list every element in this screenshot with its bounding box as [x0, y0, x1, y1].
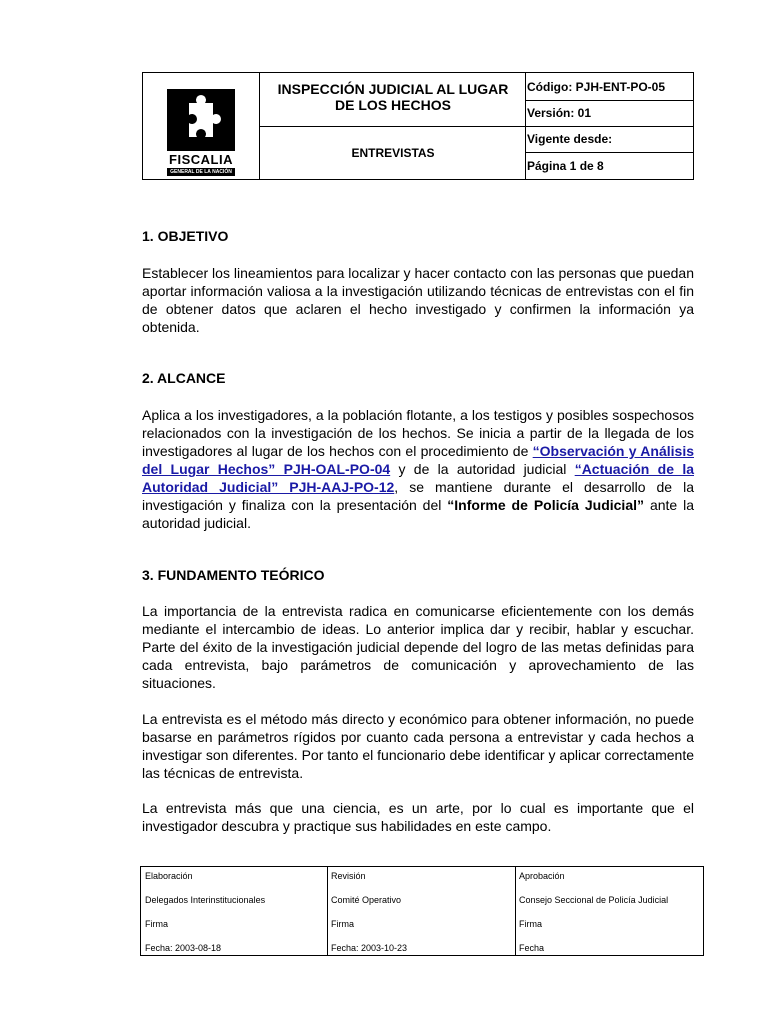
puzzle-piece-icon: [167, 89, 235, 151]
footer-fecha-aprobacion: Fecha: [519, 943, 545, 953]
fiscalia-logo: [143, 73, 259, 179]
vigente-desde: Vigente desde:: [527, 132, 613, 146]
footer-name-elaboracion: Delegados Interinstitucionales: [145, 895, 266, 905]
logo-subtext: GENERAL DE LA NACIÓN: [167, 168, 235, 176]
alcance-paragraph: Aplica a los investigadores, a la población flotante, a los testigos y posibles sospechosos relacionados con la investigación de los hechos. Se inicia a partir de la llegada de los investigadores al lugar de los hechos con el procedimiento de “Observación y Análisis del Lugar Hechos” PJH-OAL-PO-04 y de la autoridad judicial “Actuación de la Autoridad Judicial” PJH-AAJ-PO-12, se mantiene durante el desarrollo de la investigación y finaliza con la presentación del “Informe de Policía Judicial” ante la autoridad judicial.: [142, 407, 695, 531]
document-header-table: [142, 72, 694, 180]
logo-text: FISCALIA: [169, 152, 233, 167]
fundamento-paragraph-1: La importancia de la entrevista radica en comunicarse eficientemente con los demás mediante el intercambio de ideas. Lo anterior implica dar y recibir, hablar y escuchar. Parte del éxito de la investigación judicial depende del logro de las metas definidas para cada entrevista, bajo parámetros de comunicación y aprovechamiento de las situaciones.: [142, 603, 694, 691]
page-number: Página 1 de 8: [527, 159, 604, 173]
footer-label-revision: Revisión: [331, 871, 366, 881]
footer-name-aprobacion: Consejo Seccional de Policía Judicial: [519, 895, 669, 905]
approval-footer-table: [140, 866, 704, 956]
footer-label-aprobacion: Aprobación: [519, 871, 565, 881]
footer-fecha-revision: Fecha: 2003-10-23: [331, 943, 408, 953]
version: Versión: 01: [527, 106, 592, 120]
objetivo-paragraph: Establecer los lineamientos para localizar y hacer contacto con las personas que puedan aportar información valiosa a la investigación utilizando técnicas de entrevistas con el fin de obtener datos que aclaren el hecho investigado y confirmen la información ya obtenida.: [142, 265, 694, 335]
fundamento-paragraph-2: La entrevista es el método más directo y económico para obtener información, no puede basarse en parámetros rígidos por cuanto cada persona a entrevistar y cada hechos a investigar son diferentes. Por tanto el funcionario debe identificar y aplicar correctamente las técnicas de entrevista.: [142, 711, 694, 781]
footer-fecha-elaboracion: Fecha: 2003-08-18: [145, 943, 222, 953]
link-observacion-analisis[interactable]: “Observación y Análisis del Lugar Hechos” PJH-OAL-PO-04: [142, 443, 694, 477]
footer-firma-aprobacion: Firma: [519, 919, 542, 929]
footer-firma-elaboracion: Firma: [145, 919, 168, 929]
link-actuacion-autoridad[interactable]: “Actuación de la Autoridad Judicial” PJH-AAJ-PO-12: [142, 461, 694, 495]
section-heading-fundamento: 3. FUNDAMENTO TEÓRICO: [142, 567, 325, 583]
footer-name-revision: Comité Operativo: [331, 895, 402, 905]
section-heading-objetivo: 1. OBJETIVO: [142, 228, 229, 244]
codigo: Código: PJH-ENT-PO-05: [527, 80, 666, 94]
fundamento-paragraph-3: La entrevista más que una ciencia, es un arte, por lo cual es importante que el investigador descubra y practique sus habilidades en este campo.: [142, 800, 694, 834]
document-title: INSPECCIÓN JUDICIAL AL LUGAR DE LOS HECHOS: [277, 81, 509, 113]
footer-firma-revision: Firma: [331, 919, 354, 929]
document-subtitle: ENTREVISTAS: [351, 146, 435, 160]
footer-label-elaboracion: Elaboración: [145, 871, 193, 881]
section-heading-alcance: 2. ALCANCE: [142, 370, 226, 386]
